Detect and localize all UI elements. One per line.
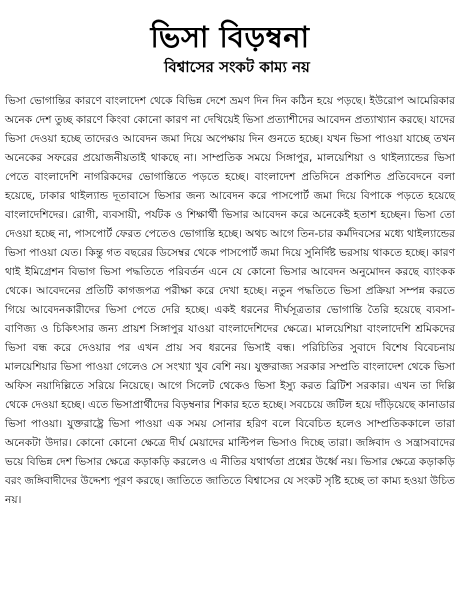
article-headline: ভিসা বিড়ম্বনা (150, 20, 310, 54)
article-body: ভিসা ভোগান্তির কারণে বাংলাদেশ থেকে বিভিন্ন দেশে ভ্রমণ দিন দিন কঠিন হয়ে পড়ছে। ইউরোপ আমেরিকার অনেক দেশ তুচ্ছ কারণে কিংবা কোনো কারণ না দেখিয়েই ভিসা প্রত্যাশীদের আবেদন প্রত্যাখ্যান করছে। যাদের ভিসা দেওয়া হচ্ছে তাদেরও আবেদন জমা দিয়ে অপেক্ষায় দিন গুনতে হচ্ছে। যখন ভিসা পাওয়া যাচ্ছে তখন অনেকের সফরের প্রয়োজনীয়তাই থাকছে না। সাম্প্রতিক সময়ে সিঙ্গাপুর, মালয়েশিয়া ও থাইল্যান্ডের ভিসা পেতে বাংলাদেশি নাগরিকদের ভোগান্তিতে পড়তে হচ্ছে। বাংলাদেশ প্রতিদিনে প্রকাশিত প্রতিবেদনে বলা হয়েছে, ঢাকার থাইল্যান্ড দূতাবাসে ভিসার জন্য আবেদন করে পাসপোর্ট জমা দিয়ে বিপাকে পড়তে হয়েছে বাংলাদেশিদের। রোগী, ব্যবসায়ী, পর্যটক ও শিক্ষার্থী ভিসার আবেদন করে অনেকেই হতাশ হচ্ছেন। ভিসা তো দেওয়া হচ্ছে না, পাসপোর্ট ফেরত পেতেও ভোগান্তি হচ্ছে। অথচ আগে তিন-চার কর্মদিবসের মধ্যে থাইল্যান্ডের ভিসা পাওয়া যেত। কিন্তু গত বছরের ডিসেম্বর থেকে পাসপোর্ট জমা দিয়ে সুনির্দিষ্ট ভরসায় থাকতে হচ্ছে। কারণ থাই ইমিগ্রেশন বিভাগ ভিসা পদ্ধতিতে পরিবর্তন এনে যে কোনো ভিসার আবেদন অনুমোদন করছে ব্যাংকক থেকে। আবেদনের প্রতিটি কাগজপত্র পরীক্ষা করে দেখা হচ্ছে। নতুন পদ্ধতিতে ভিসা প্রক্রিয়া সম্পন্ন করতে গিয়ে আবেদনকারীদের ভিসা পেতে দেরি হচ্ছে। একই ধরনের দীর্ঘসূত্রতার ভোগান্তি তৈরি হয়েছে ব্যবসা-বাণিজ্য ও চিকিৎসার জন্য প্রায়শ সিঙ্গাপুর যাওয়া বাংলাদেশিদের ক্ষেত্রে। মালয়েশিয়া বাংলাদেশি শ্রমিকদের ভিসা বন্ধ করে দেওয়ার পর এখন প্রায় সব ধরনের ভিসাই বন্ধ। পরিচিতির সুবাদে বিশেষ বিবেচনায় মালয়েশিয়ার ভিসা পাওয়া গেলেও সে সংখ্যা খুব বেশি নয়। যুক্তরাজ্য সরকার সম্প্রতি বাংলাদেশ থেকে ভিসা অফিস নয়াদিল্লিতে সরিয়ে নিয়েছে। আগে সিলেট থেকেও ভিসা ইস্যু করত ব্রিটিশ সরকার। এখন তা দিল্লি থেকে দেওয়া হচ্ছে। এতে ভিসাপ্রার্থীদের বিড়ম্বনার শিকার হতে হচ্ছে। সবচেয়ে জটিল হয়ে দাঁড়িয়েছে কানাডার ভিসা পাওয়া। যুক্তরাষ্ট্রে ভিসা পাওয়া এক সময় সোনার হরিণ বলে বিবেচিত হলেও সাম্প্রতিককালে তারা অনেকটা উদার। কোনো কোনো ক্ষেত্রে দীর্ঘ মেয়াদের মাল্টিপল ভিসাও দিচ্ছে তারা। জঙ্গিবাদ ও সন্ত্রাসবাদের ভয়ে বিভিন্ন দেশ ভিসার ক্ষেত্রে কড়াকড়ি করলেও এ নীতির যথার্থতা প্রশ্নের উর্ধ্বে নয়। ভিসার ক্ষেত্রে কড়াকড়ি বরং জঙ্গিবাদীদের উদ্দেশ্য পূরণ করছে। জাতিতে জাতিতে বিশ্বাসের যে সংকট সৃষ্টি হচ্ছে তা কাম্য হওয়া উচিত নয়। (5, 95, 455, 506)
article-subheadline: বিশ্বাসের সংকট কাম্য নয় (164, 58, 310, 76)
